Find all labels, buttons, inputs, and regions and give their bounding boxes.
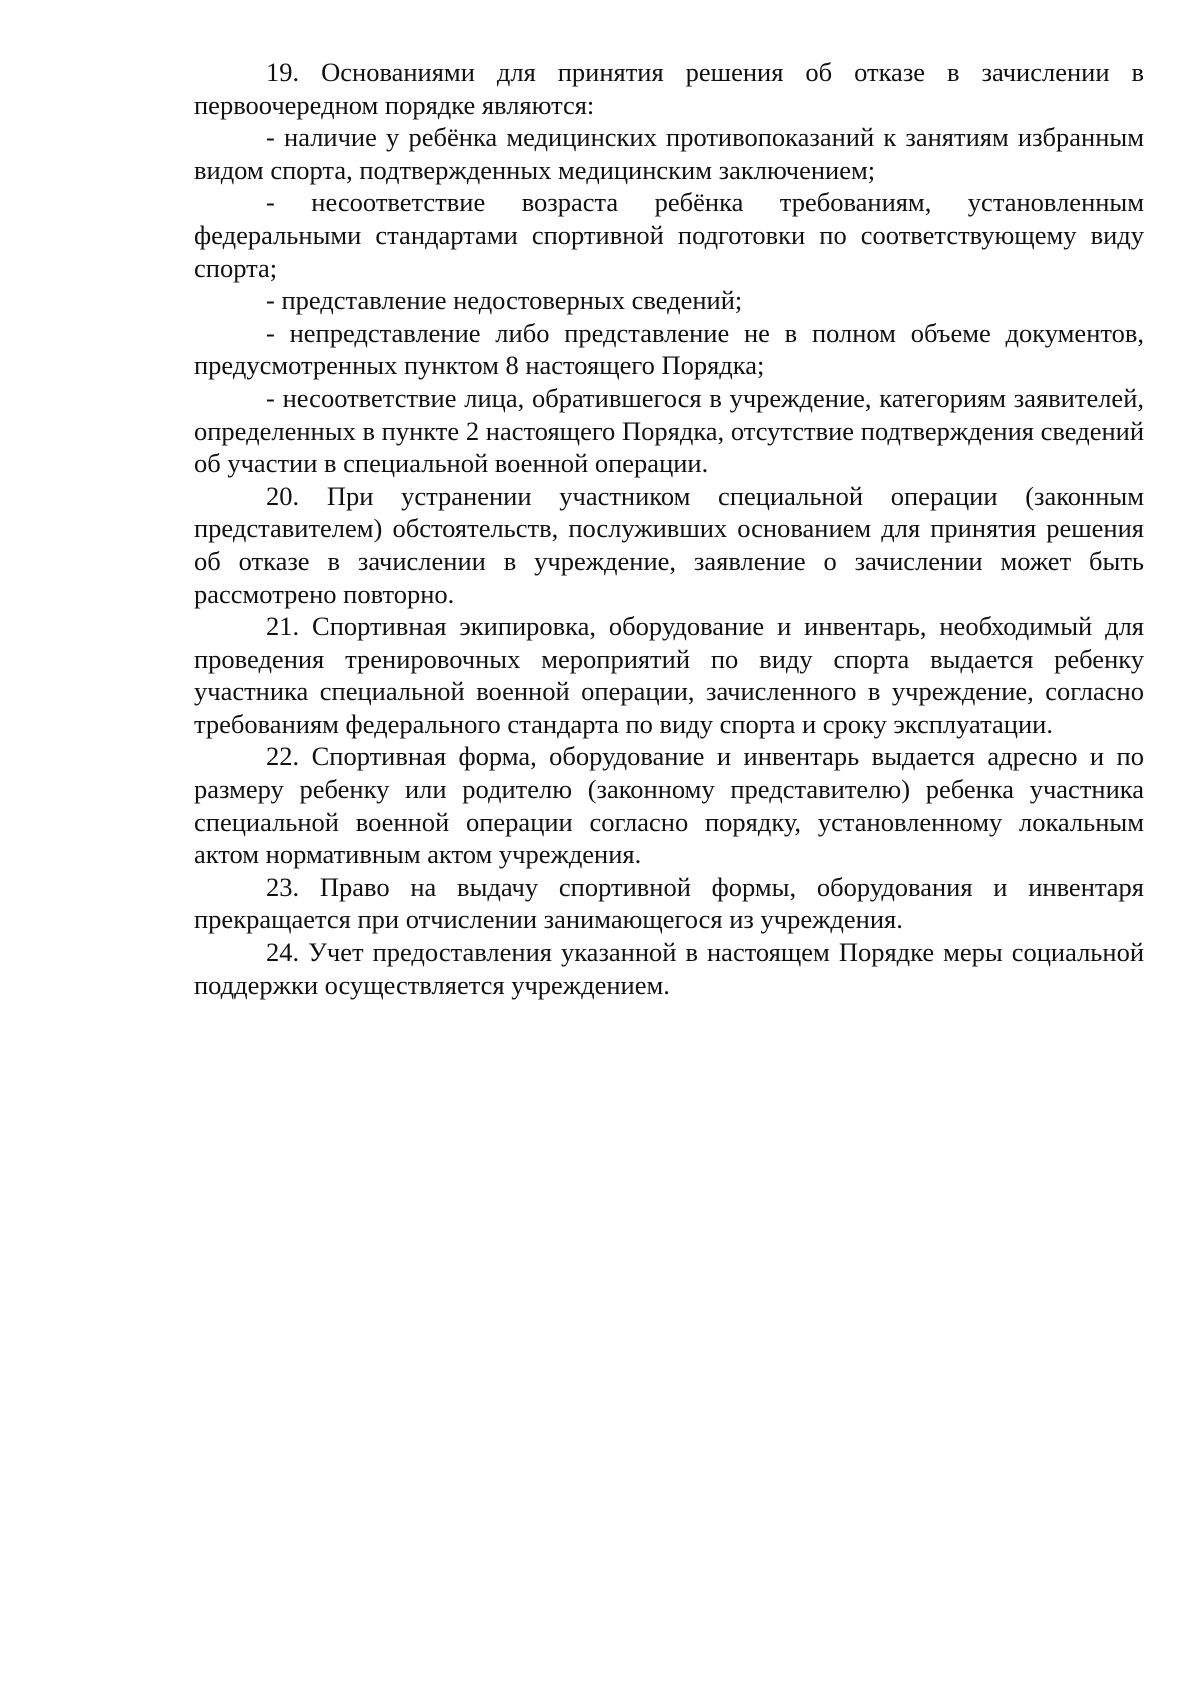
paragraph-19: 19. Основаниями для принятия решения об отказе в зачислении в первоочередном порядке являются:	[194, 57, 1144, 120]
paragraph-24: 24. Учет предоставления указанной в настоящем Порядке меры социальной поддержки осуществляется учреждением.	[194, 937, 1144, 1000]
list-item-applicant-category: - несоответствие лица, обратившегося в учреждение, категориям заявителей, определенных в пункте 2 настоящего Порядка, отсутствие подтверждения сведений об участии в специальной военной операции.	[194, 382, 1144, 479]
list-item-medical-contraindications: - наличие у ребёнка медицинских противопоказаний к занятиям избранным видом спорта, подтвержденных медицинским заключением;	[194, 122, 1144, 185]
document-page	[194, 56, 1144, 1001]
list-item-incomplete-documents: - непредставление либо представление не в полном объеме документов, предусмотренных пунктом 8 настоящего Порядка;	[194, 317, 1144, 381]
paragraph-21: 21. Спортивная экипировка, оборудование и инвентарь, необходимый для проведения тренировочных мероприятий по виду спорта выдается ребенку участника специальной военной операции, зачисленного в учреждение, согласно требованиям федерального стандарта по виду спорта и сроку эксплуатации.	[194, 611, 1144, 739]
paragraph-20: 20. При устранении участником специальной операции (законным представителем) обстоятельств, послуживших основанием для принятия решения об отказе в зачислении в учреждение, заявление о зачислении может быть рассмотрено повторно.	[194, 480, 1144, 609]
list-item-age-mismatch: - несоответствие возраста ребёнка требованиям, установленным федеральными стандартами спортивной подготовки по соответствующему виду спорта;	[194, 187, 1144, 283]
paragraph-23: 23. Право на выдачу спортивной формы, оборудования и инвентаря прекращается при отчислении занимающегося из учреждения.	[194, 871, 1144, 935]
paragraph-22: 22. Спортивная форма, оборудование и инвентарь выдается адресно и по размеру ребенку или родителю (законному представителю) ребенка участника специальной военной операции согласно порядку, установленному локальным актом нормативным актом учреждения.	[194, 741, 1144, 870]
list-item-false-information: - представление недостоверных сведений;	[266, 285, 743, 316]
